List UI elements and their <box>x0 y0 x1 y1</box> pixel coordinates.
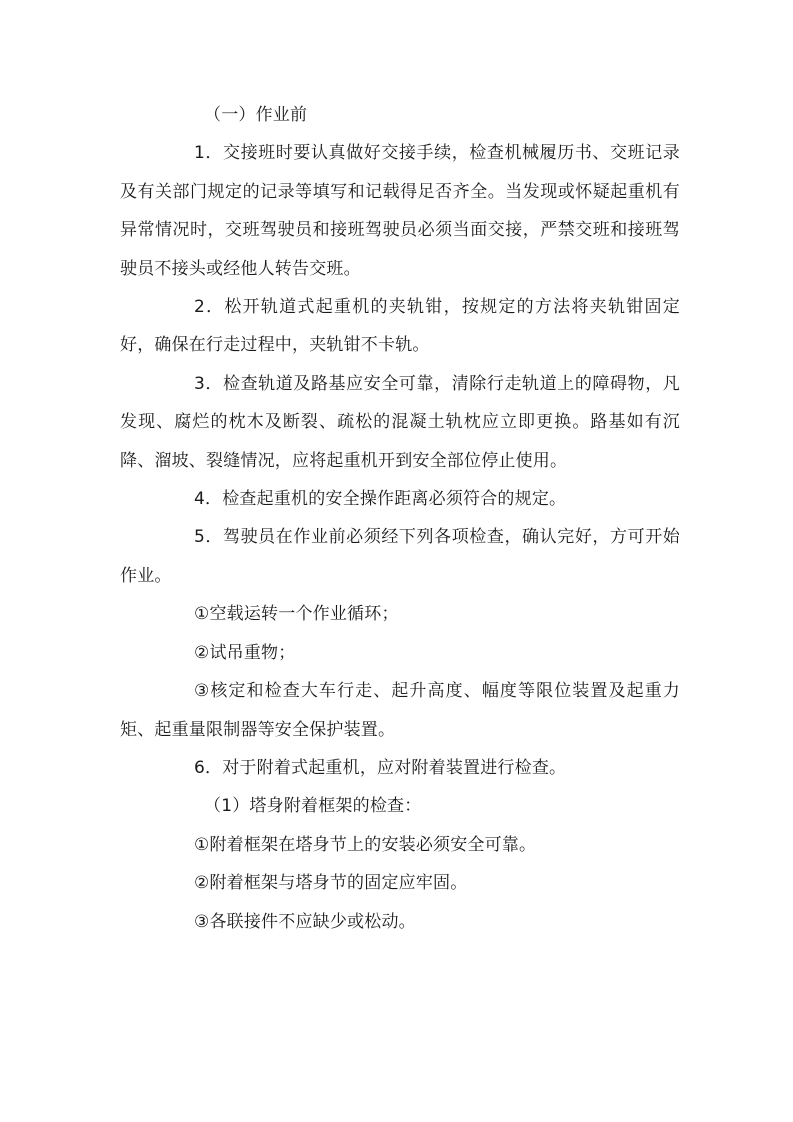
check-item-1: ①空载运转一个作业循环； <box>194 604 399 625</box>
frame-item-1: ①附着框架在塔身节上的安装必须安全可靠。 <box>194 834 537 855</box>
subheading-attachment-frame: （1）塔身附着框架的检查： <box>204 796 422 817</box>
paragraph-4: 4．检查起重机的安全操作距离必须符合的规定。 <box>194 489 567 510</box>
paragraph-5: 5．驾驶员在作业前必须经下列各项检查，确认完好，方可开始作业。 <box>120 527 680 586</box>
paragraph-3: 3．检查轨道及路基应安全可靠，清除行走轨道上的障碍物，凡发现、腐烂的枕木及断裂、疏松的混凝土轨枕应立即更换。路基如有沉降、溜坡、裂缝情况，应将起重机开到安全部位停止使用。 <box>120 373 680 471</box>
check-item-3: ③核定和检查大车行走、起升高度、幅度等限位装置及起重力矩、起重量限制器等安全保护装置。 <box>120 681 680 740</box>
paragraph-2: 2．松开轨道式起重机的夹轨钳，按规定的方法将夹轨钳固定好，确保在行走过程中，夹轨钳不卡轨。 <box>120 297 680 356</box>
document-body <box>120 96 680 941</box>
check-item-2: ②试吊重物； <box>194 642 296 663</box>
paragraph-1: 1．交接班时要认真做好交接手续，检查机械履历书、交班记录及有关部门规定的记录等填写和记载得足否齐全。当发现或怀疑起重机有异常情况时，交班驾驶员和接班驾驶员必须当面交接，严禁交班和接班驾驶员不接头或经他人转告交班。 <box>120 143 680 279</box>
frame-item-3: ③各联接件不应缺少或松动。 <box>194 911 416 932</box>
frame-item-2: ②附着框架与塔身节的固定应牢固。 <box>194 873 468 894</box>
paragraph-6: 6．对于附着式起重机，应对附着装置进行检查。 <box>194 757 567 778</box>
section-heading: （一）作业前 <box>204 105 308 125</box>
